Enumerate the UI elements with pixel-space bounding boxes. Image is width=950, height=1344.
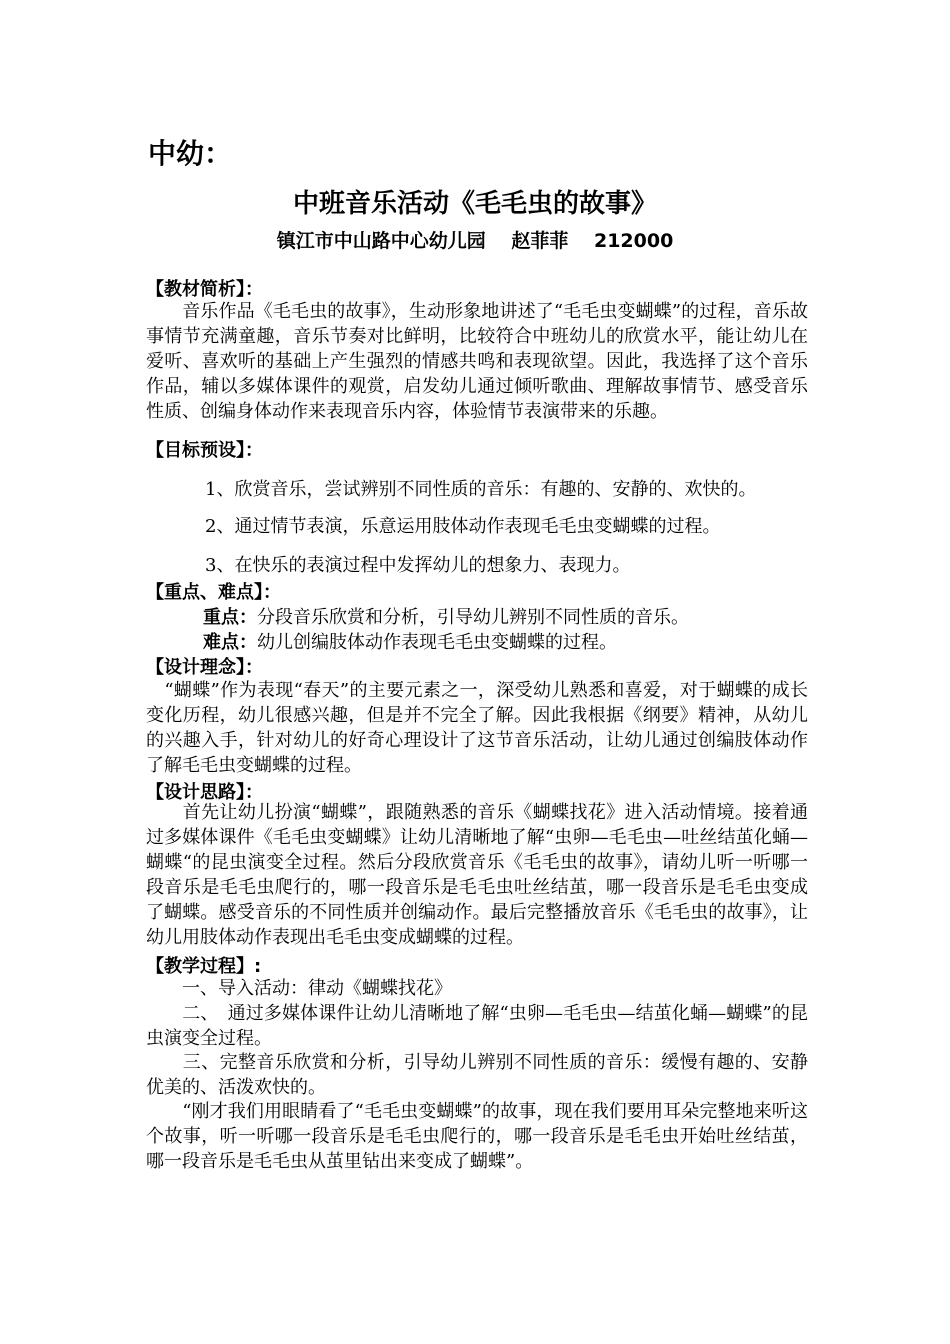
goal-item-3: 3、在快乐的表演过程中发挥幼儿的想象力、表现力。 bbox=[205, 555, 631, 576]
section-heading-concept: 【设计理念】： bbox=[146, 657, 263, 678]
section-heading-keypoints: 【重点、难点】： bbox=[146, 582, 281, 603]
difficult-point-line bbox=[203, 628, 617, 654]
process-step-1: 一、导入活动：律动《蝴蝶找花》 bbox=[146, 978, 452, 999]
process-step-3-quote: “刚才我们用眼睛看了“毛毛虫变蝴蝶”的故事，现在我们要用耳朵完整地来听这个故事，听一听哪一段音乐是毛毛虫爬行的，哪一段音乐是毛毛虫开始吐丝结茧，哪一段音乐是毛毛虫从茧里钻出来变成了蝴蝶”。 bbox=[146, 1101, 808, 1172]
author-line bbox=[0, 226, 950, 253]
section-heading-process: 【教学过程】: bbox=[146, 956, 262, 977]
document-title: 中班音乐活动《毛毛虫的故事》 bbox=[292, 189, 657, 219]
idea-paragraph: 首先让幼儿扮演“蝴蝶”，跟随熟悉的音乐《蝴蝶找花》进入活动情境。接着通过多媒体课件《毛毛虫变蝴蝶》让幼儿清晰地了解“虫卵—毛毛虫—吐丝结茧化蛹—蝴蝶“的昆虫演变全过程。然后分段欣赏音乐《毛毛虫的故事》，请幼儿听一听哪一段音乐是毛毛虫爬行的，哪一段音乐是毛毛虫吐丝结茧，哪一段音乐是毛毛虫变成了蝴蝶。感受音乐的不同性质并创编动作。最后完整播放音乐《毛毛虫的故事》，让幼儿用肢体动作表现出毛毛虫变成蝴蝶的过程。 bbox=[146, 802, 808, 948]
process-step-2: 二、 通过多媒体课件让幼儿清晰地了解“虫卵—毛毛虫—结茧化蛹—蝴蝶”的昆虫演变全过程。 bbox=[146, 1003, 808, 1049]
process-step-3: 三、完整音乐欣赏和分析，引导幼儿辨别不同性质的音乐：缓慢有趣的、安静优美的、活泼欢快的。 bbox=[146, 1052, 808, 1098]
author-school: 镇江市中山路中心幼儿园 bbox=[276, 230, 486, 252]
section-heading-idea: 【设计思路】： bbox=[146, 782, 263, 803]
key-point-text: 分段音乐欣赏和分析，引导幼儿辨别不同性质的音乐。 bbox=[257, 607, 689, 628]
section-heading-goals: 【目标预设】： bbox=[146, 440, 263, 461]
concept-paragraph: “蝴蝶”作为表现“春天”的主要元素之一，深受幼儿熟悉和喜爱，对于蝴蝶的成长变化历程，幼儿很感兴趣，但是并不完全了解。因此我根据《纲要》精神，从幼儿的兴趣入手，针对幼儿的好奇心理设计了这节音乐活动，让幼儿通过创编肢体动作了解毛毛虫变蝴蝶的过程。 bbox=[146, 680, 808, 776]
author-name: 赵菲菲 bbox=[511, 230, 569, 252]
difficult-point-text: 幼儿创编肢体动作表现毛毛虫变蝴蝶的过程。 bbox=[257, 632, 617, 653]
analysis-paragraph: 音乐作品《毛毛虫的故事》，生动形象地讲述了“毛毛虫变蝴蝶”的过程，音乐故事情节充满童趣，音乐节奏对比鲜明，比较符合中班幼儿的欣赏水平，能让幼儿在爱听、喜欢听的基础上产生强烈的情感共鸣和表现欲望。因此，我选择了这个音乐作品，辅以多媒体课件的观赏，启发幼儿通过倾听歌曲、理解故事情节、感受音乐性质、创编身体动作来表现音乐内容，体验情节表演带来的乐趣。 bbox=[146, 301, 808, 422]
key-point-label: 重点： bbox=[203, 607, 257, 628]
difficult-point-label: 难点： bbox=[203, 632, 257, 653]
key-point-line bbox=[203, 603, 689, 629]
goal-item-2: 2、通过情节表演，乐意运用肢体动作表现毛毛虫变蝴蝶的过程。 bbox=[205, 516, 721, 537]
grade-heading: 中幼： bbox=[148, 137, 233, 170]
goal-item-1: 1、欣赏音乐，尝试辨别不同性质的音乐：有趣的、安静的、欢快的。 bbox=[205, 479, 757, 500]
author-postcode: 212000 bbox=[593, 230, 674, 252]
section-heading-analysis: 【教材简析】： bbox=[146, 279, 263, 300]
